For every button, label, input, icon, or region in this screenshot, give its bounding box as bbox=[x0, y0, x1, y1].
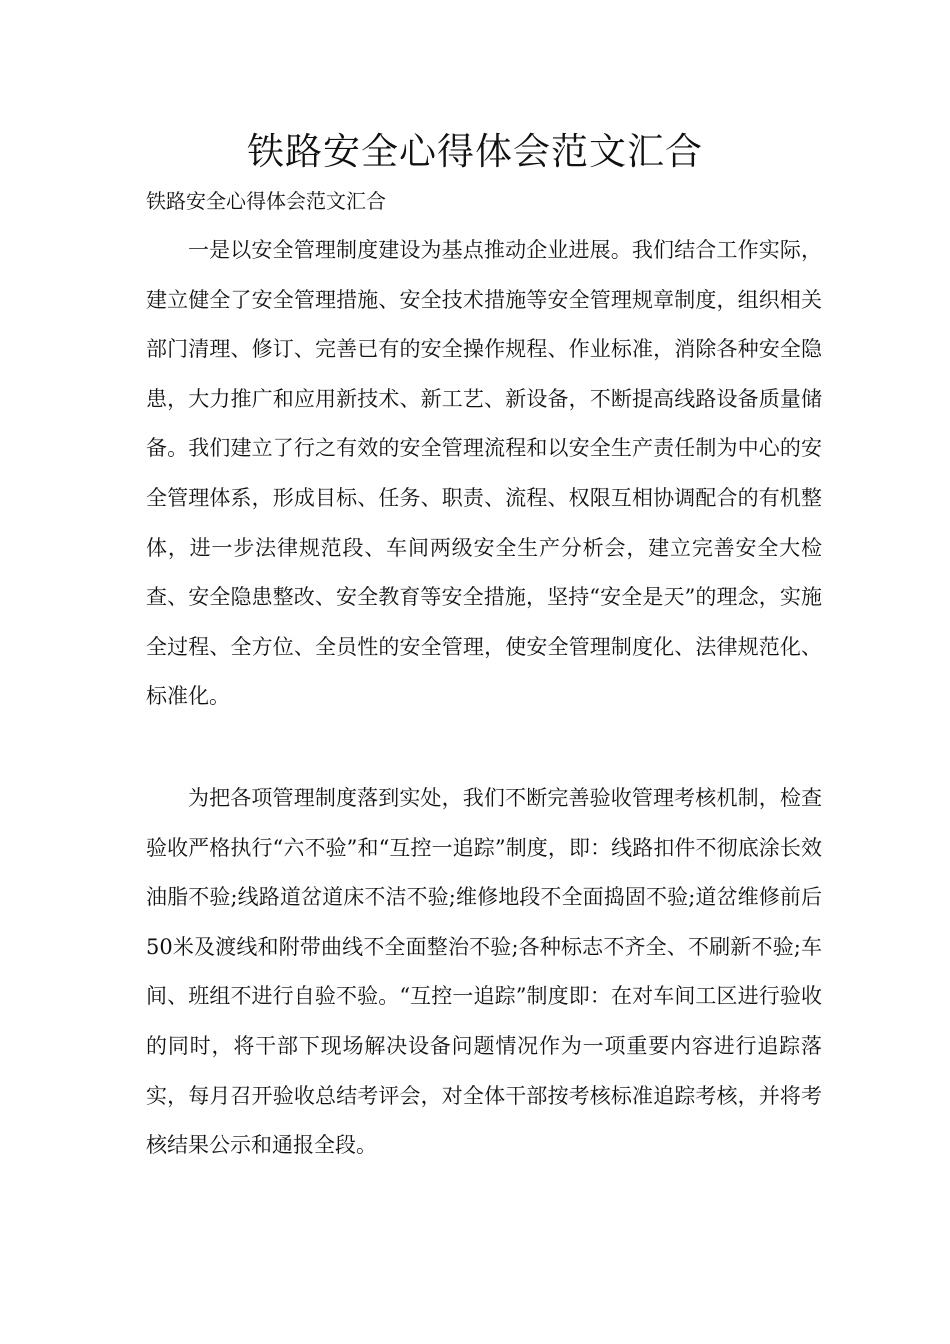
body-paragraph-1: 一是以安全管理制度建设为基点推动企业进展。我们结合工作实际，建立健全了安全管理措施、安全技术措施等安全管理规章制度，组织相关部门清理、修订、完善已有的安全操作规程、作业标准，消除各种安全隐患，大力推广和应用新技术、新工艺、新设备，不断提高线路设备质量储备。我们建立了行之有效的安全管理流程和以安全生产责任制为中心的安全管理体系，形成目标、任务、职责、流程、权限互相协调配合的有机整体，进一步法律规范段、车间两级安全生产分析会，建立完善安全大检查、安全隐患整改、安全教育等安全措施，坚持“安全是天”的理念，实施全过程、全方位、全员性的安全管理，使安全管理制度化、法律规范化、标准化。 bbox=[146, 238, 822, 709]
body-paragraph-2: 为把各项管理制度落到实处，我们不断完善验收管理考核机制，检查验收严格执行“六不验”和“互控一追踪”制度，即：线路扣件不彻底涂长效油脂不验;线路道岔道床不洁不验;维修地段不全面捣固不验;道岔维修前后50米及渡线和附带曲线不全面整治不验;各种标志不齐全、不刷新不验;车间、班组不进行自验不验。“互控一追踪”制度即：在对车间工区进行验收的同时，将干部下现场解决设备问题情况作为一项重要内容进行追踪落实，每月召开验收总结考评会，对全体干部按考核标准追踪考核，并将考核结果公示和通报全段。 bbox=[146, 786, 822, 1158]
document-subtitle: 铁路安全心得体会范文汇合 bbox=[146, 189, 386, 213]
document-title: 铁路安全心得体会范文汇合 bbox=[247, 130, 703, 173]
